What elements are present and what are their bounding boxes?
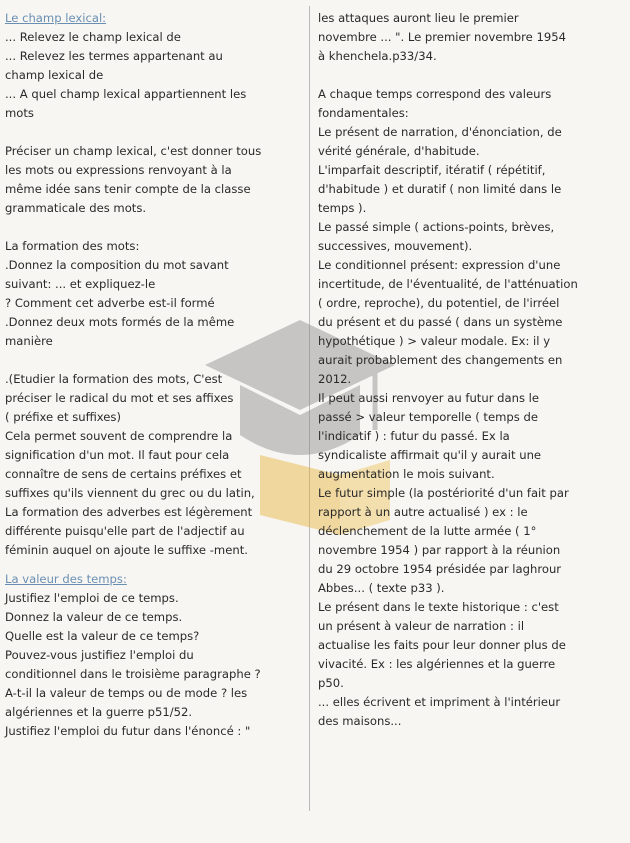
text-line: passé > valeur temporelle ( temps de [318, 410, 538, 424]
text-line: du 29 octobre 1954 présidée par laghrour [318, 562, 562, 576]
text-line: Pouvez-vous justifiez l'emploi du [5, 648, 194, 662]
text-line: les attaques auront lieu le premier [318, 11, 519, 25]
text-line: ... Relevez les termes appartenant au [5, 49, 223, 63]
text-line: Préciser un champ lexical, c'est donner tous [5, 144, 262, 158]
text-line: actualise les faits pour leur donner plus de [318, 638, 566, 652]
text-line: des maisons... [318, 714, 402, 728]
text-line: La formation des adverbes est légèrement [5, 505, 253, 519]
text-line: ... Relevez le champ lexical de [5, 30, 181, 44]
text-line: mots [5, 106, 34, 120]
text-line: successives, mouvement). [318, 239, 473, 253]
text-line: novembre ... ". Le premier novembre 1954 [318, 30, 566, 44]
text-line: algériennes et la guerre p51/52. [5, 705, 193, 719]
text-line: Cela permet souvent de comprendre la [5, 429, 233, 443]
text-line: à khenchela.p33/34. [318, 49, 437, 63]
text-line: ? Comment cet adverbe est-il formé [5, 296, 215, 310]
text-line: grammaticale des mots. [5, 201, 147, 215]
text-line: Le présent dans le texte historique : c'est [318, 600, 559, 614]
text-line: Le futur simple (la postériorité d'un fait par [318, 486, 569, 500]
text-line: .Donnez deux mots formés de la même [5, 315, 235, 329]
text-line: les mots ou expressions renvoyant à la [5, 163, 232, 177]
text-line: ( ordre, reproche), du potentiel, de l'irréel [318, 296, 560, 310]
text-line: rapport à un autre actualisé ) ex : le [318, 505, 528, 519]
text-line: Justifiez l'emploi du futur dans l'énoncé : " [5, 724, 251, 738]
text-line: suffixes qu'ils viennent du grec ou du latin, [5, 486, 255, 500]
text-line: Quelle est la valeur de ce temps? [5, 629, 200, 643]
text-line: féminin auquel on ajoute le suffixe -ment. [5, 543, 248, 557]
text-line: Il peut aussi renvoyer au futur dans le [318, 391, 540, 405]
text-line: 2012. [318, 372, 352, 386]
text-line: ( préfixe et suffixes) [5, 410, 121, 424]
text-line: syndicaliste affirmait qu'il y aurait une [318, 448, 542, 462]
right-column [318, 9, 618, 731]
text-line: champ lexical de [5, 68, 104, 82]
text-line: hypothétique ) > valeur modale. Ex: il y [318, 334, 551, 348]
text-line: p50. [318, 676, 344, 690]
text-line: Le conditionnel présent: expression d'une [318, 258, 561, 272]
text-line: différente puisqu'elle part de l'adjectif au [5, 524, 245, 538]
text-line: conditionnel dans le troisième paragraphe ? [5, 667, 261, 681]
text-line: même idée sans tenir compte de la classe [5, 182, 251, 196]
text-line: connaître de sens de certains préfixes et [5, 467, 242, 481]
text-line: Donnez la valeur de ce temps. [5, 610, 183, 624]
text-line: signification d'un mot. Il faut pour cela [5, 448, 230, 462]
text-line: Justifiez l'emploi de ce temps. [5, 591, 179, 605]
text-line: suivant: ... et expliquez-le [5, 277, 156, 291]
text-line: temps ). [318, 201, 367, 215]
text-line: L'imparfait descriptif, itératif ( répétitif, [318, 163, 546, 177]
text-line: novembre 1954 ) par rapport à la réunion [318, 543, 561, 557]
text-line: incertitude, de l'éventualité, de l'atténuation [318, 277, 578, 291]
text-line: Le présent de narration, d'énonciation, de [318, 125, 562, 139]
text-line: préciser le radical du mot et ses affixes [5, 391, 234, 405]
text-line: .(Etudier la formation des mots, C'est [5, 372, 223, 386]
text-line: aurait probablement des changements en [318, 353, 563, 367]
text-line: vérité générale, d'habitude. [318, 144, 480, 158]
text-line: ... elles écrivent et impriment à l'intérieur [318, 695, 561, 709]
heading-valeur-des-temps: La valeur des temps: [5, 572, 127, 586]
text-line: La formation des mots: [5, 239, 140, 253]
text-line: A-t-il la valeur de temps ou de mode ? les [5, 686, 248, 700]
left-column [5, 9, 301, 741]
text-line: déclenchement de la lutte armée ( 1° [318, 524, 537, 538]
heading-champ-lexical: Le champ lexical: [5, 11, 107, 25]
text-line: l'indicatif ) : futur du passé. Ex la [318, 429, 510, 443]
text-line: A chaque temps correspond des valeurs [318, 87, 552, 101]
text-line: augmentation le mois suivant. [318, 467, 495, 481]
text-line: .Donnez la composition du mot savant [5, 258, 229, 272]
text-line: ... A quel champ lexical appartiennent les [5, 87, 247, 101]
text-line: Abbes... ( texte p33 ). [318, 581, 445, 595]
text-line: fondamentales: [318, 106, 409, 120]
text-line: Le passé simple ( actions-points, brèves, [318, 220, 555, 234]
text-line: d'habitude ) et duratif ( non limité dans le [318, 182, 562, 196]
text-line: un présent à valeur de narration : il [318, 619, 525, 633]
text-line: du présent et du passé ( dans un système [318, 315, 563, 329]
text-line: vivacité. Ex : les algériennes et la guerre [318, 657, 556, 671]
text-line: manière [5, 334, 53, 348]
